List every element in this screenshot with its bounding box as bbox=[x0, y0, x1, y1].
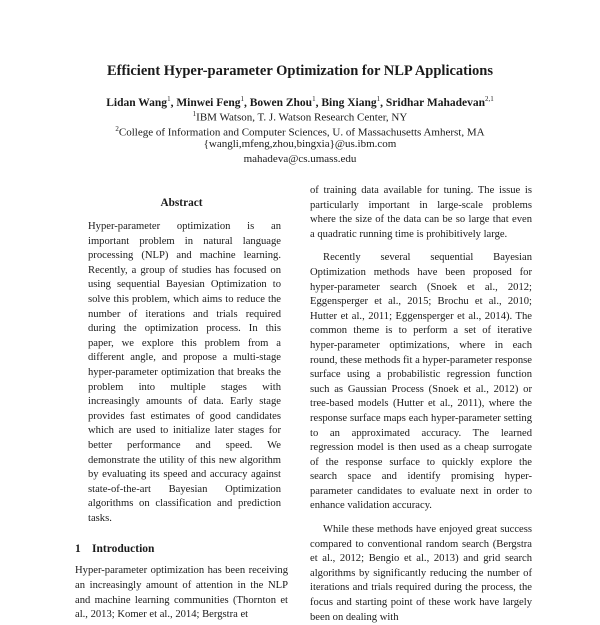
affiliation-1: $^1$IBM Watson, T. J. Watson Research Center, NY bbox=[192, 110, 408, 124]
affiliation-2: $^2$College of Information and Computer Sciences, U. of Massachusetts Amherst, MA bbox=[115, 125, 485, 139]
body-paragraph: of training data available for tuning. The issue is particularly important in large-scale problems where the size of the data can be so large that even a quadratic running time is prohibitively large. bbox=[310, 185, 532, 240]
author-affiliation-mark: 1 bbox=[240, 95, 245, 103]
author: Bing Xiang bbox=[321, 96, 377, 109]
author-affiliation-mark: 1 bbox=[312, 95, 316, 103]
right-column bbox=[310, 184, 532, 625]
author: Lidan Wang bbox=[106, 96, 168, 109]
author: Bowen Zhou bbox=[249, 96, 313, 109]
abstract-heading: Abstract bbox=[160, 197, 203, 209]
author-affiliation-mark: 1 bbox=[376, 95, 381, 103]
body-paragraph: Recently several sequential Bayesian Optimization methods have been proposed for hyper-parameter search (Snoek et al., 2012; Eggensperger et al., 2015; Brochu et al., 2010; Hutter et al., 2011; Eggensperger et al., 2014). The common theme is to perform a set of iterative hyper-parameter optimizations, where in each round, these methods fit a hyper-parameter response surface using a probabilistic regression function such as Gaussian Process (Snoek et al., 2012) or tree-based models (Hutter et al., 2011), where the response surface maps each hyper-parameter setting to an approximated accuracy. The learned regression model is then used as a cheap surrogate of the response surface to quickly explore the search space and identify promising hyper-parameter candidates to evaluate next in order to enhance validation accuracy. bbox=[310, 252, 532, 512]
left-column bbox=[75, 196, 288, 623]
author: Minwei Feng bbox=[176, 96, 241, 109]
author-affiliation-mark: 1 bbox=[167, 95, 171, 103]
paper-title: Efficient Hyper-parameter Optimization for NLP Applications bbox=[107, 63, 493, 79]
introduction-paragraph: Hyper-parameter optimization has been receiving an increasingly amount of attention in the NLP and machine learning communities (Thornton et al., 2013; Komer et al., 2014; Bergstra et bbox=[75, 565, 288, 621]
author-list: Lidan Wang$^1$, Minwei Feng$^1$, Bowen Zhou$^1$, Bing Xiang$^1$, Sridhar Mahadevan$^{2,1}$ bbox=[106, 95, 494, 109]
email-umass: mahadeva@cs.umass.edu bbox=[243, 153, 357, 165]
author-affiliation-mark: 2,1 bbox=[485, 95, 494, 103]
section-heading-introduction: 1 Introduction bbox=[75, 543, 155, 556]
body-paragraph: While these methods have enjoyed great success compared to conventional random search (Bergstra et al., 2012; Bengio et al., 2013) and grid search algorithms by significantly reducing the number of iterations and trials required during the process, the focus and starting point of these work have largely been on dealing with bbox=[310, 524, 532, 623]
author: Sridhar Mahadevan bbox=[385, 96, 486, 109]
email-ibm: {wangli,mfeng,zhou,bingxia}@us.ibm.com bbox=[203, 138, 397, 150]
abstract-text: Hyper-parameter optimization is an important problem in natural language processing (NLP) and machine learning. Recently, a group of studies has focused on using sequential Bayesian Optimization to solve this problem, which aims to reduce the number of iterations and trials required during the optimization process. In this paper, we explore this problem from a different angle, and propose a multi-stage hyper-parameter optimization that breaks the problem into multiple stages with increasingly amounts of data. Early stage provides fast estimates of good candidates which are used to initialize later stages for better performance and speed. We demonstrate the utility of this new algorithm by evaluating its speed and accuracy against state-of-the-art Bayesian Optimization algorithms on classification and prediction tasks. bbox=[88, 221, 281, 524]
